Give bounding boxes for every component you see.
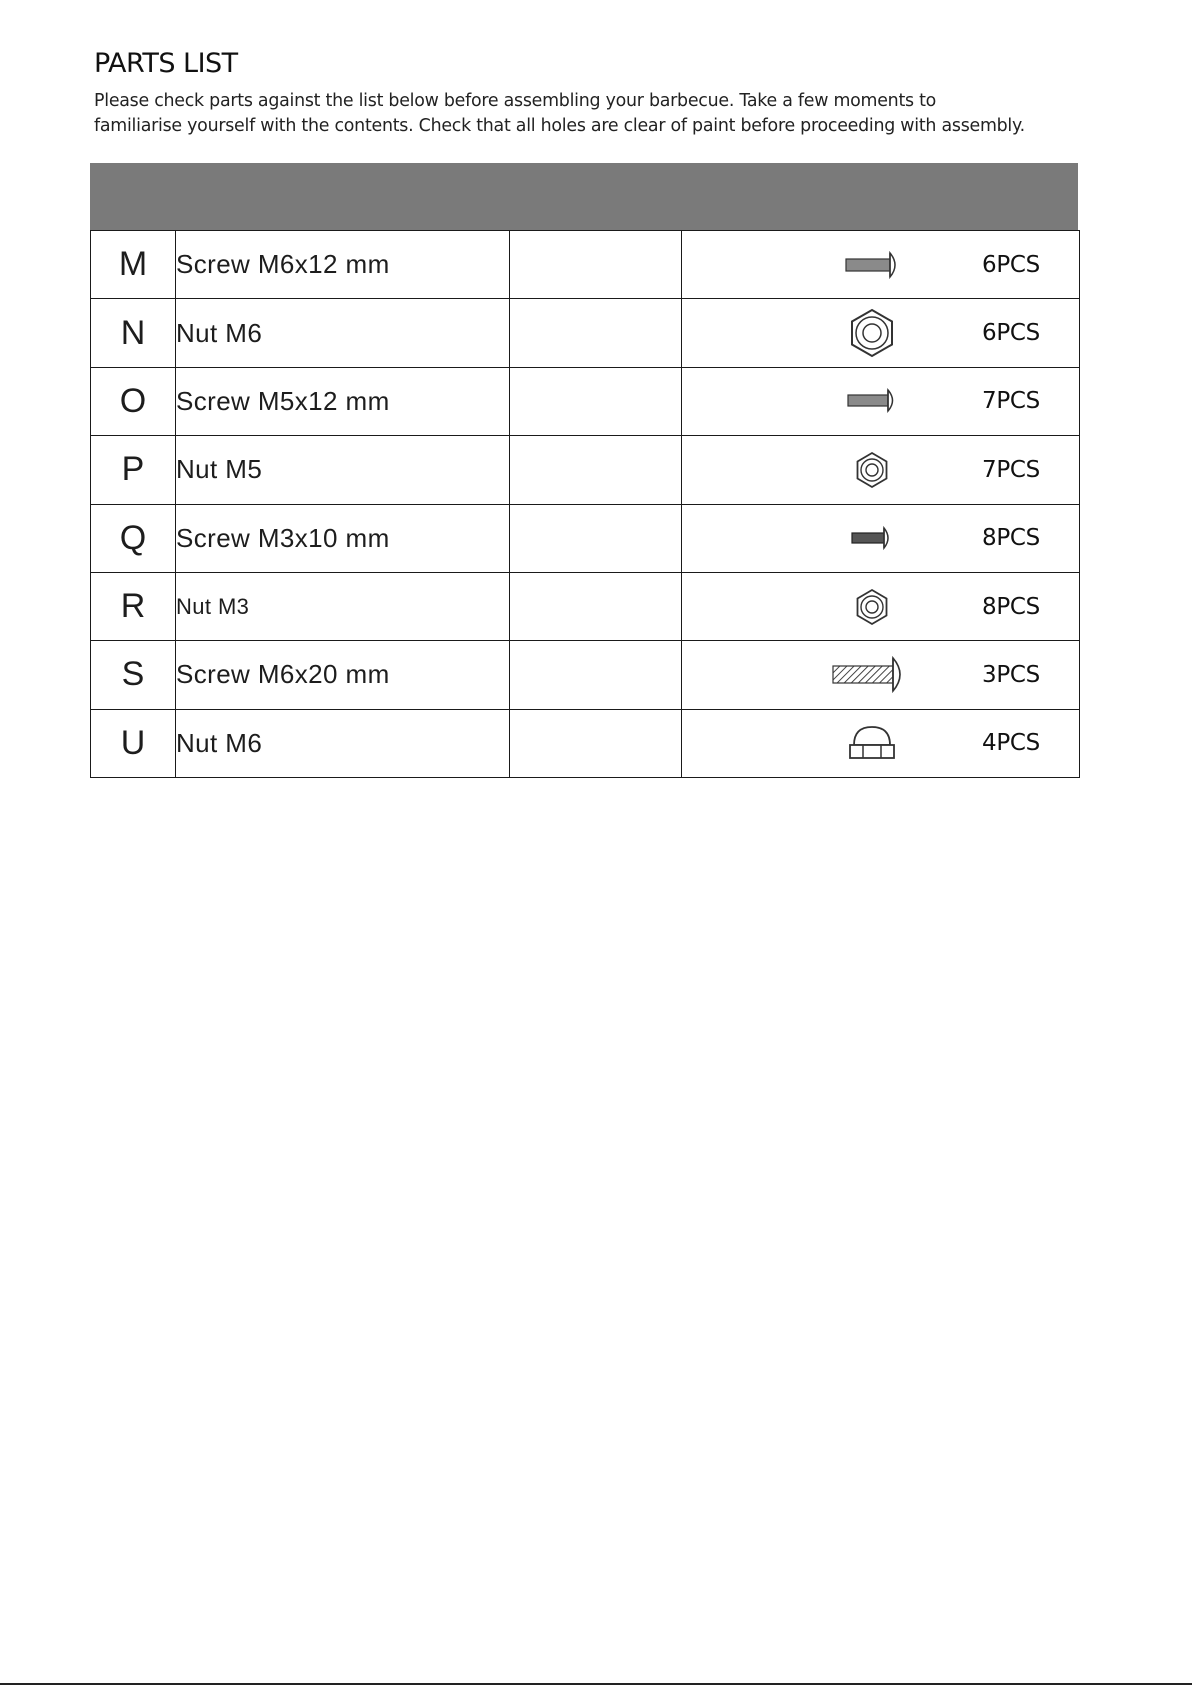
table-row: [91, 709, 1080, 777]
table-row: [91, 436, 1080, 504]
cap-nut-icon: [822, 717, 922, 769]
part-image-cell: [682, 504, 1080, 572]
empty-cell: [510, 709, 682, 777]
table-row: [91, 231, 1080, 299]
part-image-cell: [682, 231, 1080, 299]
empty-cell: [510, 299, 682, 367]
part-image-cell: [682, 436, 1080, 504]
parts-table: [90, 230, 1080, 778]
table-row: [91, 367, 1080, 435]
part-name: Nut M6: [176, 709, 510, 777]
part-letter: R: [91, 572, 176, 640]
part-quantity: 7PCS: [982, 388, 1040, 415]
part-letter: N: [91, 299, 176, 367]
intro-line-2: familiarise yourself with the contents. Check that all holes are clear of paint before proceeding with assembly.: [94, 116, 1025, 136]
table-header-band: [90, 163, 1078, 231]
part-name: Screw M6x12 mm: [176, 231, 510, 299]
empty-cell: [510, 231, 682, 299]
hex-nut-icon: [822, 581, 922, 633]
part-image-cell: [682, 709, 1080, 777]
table-row: [91, 572, 1080, 640]
part-quantity: 8PCS: [982, 593, 1040, 620]
empty-cell: [510, 504, 682, 572]
part-image-cell: [682, 641, 1080, 709]
part-letter: M: [91, 231, 176, 299]
part-image-cell: [682, 299, 1080, 367]
screw-icon: [822, 649, 922, 701]
intro-line-1: Please check parts against the list below before assembling your barbecue. Take a few moments to: [94, 91, 937, 111]
part-letter: P: [91, 436, 176, 504]
empty-cell: [510, 572, 682, 640]
screw-icon: [822, 375, 922, 427]
part-quantity: 3PCS: [982, 661, 1040, 688]
part-image-cell: [682, 367, 1080, 435]
part-quantity: 6PCS: [982, 320, 1040, 347]
screw-icon: [822, 239, 922, 291]
empty-cell: [510, 367, 682, 435]
part-name: Screw M6x20 mm: [176, 641, 510, 709]
empty-cell: [510, 436, 682, 504]
part-quantity: 4PCS: [982, 730, 1040, 757]
intro-text: [94, 89, 1114, 139]
hex-nut-icon: [822, 307, 922, 359]
part-name: Screw M5x12 mm: [176, 367, 510, 435]
part-letter: Q: [91, 504, 176, 572]
part-letter: U: [91, 709, 176, 777]
screw-icon: [822, 512, 922, 564]
part-quantity: 6PCS: [982, 251, 1040, 278]
part-quantity: 7PCS: [982, 456, 1040, 483]
part-name: Nut M3: [176, 572, 510, 640]
empty-cell: [510, 641, 682, 709]
part-letter: O: [91, 367, 176, 435]
table-row: [91, 504, 1080, 572]
part-name: Nut M6: [176, 299, 510, 367]
table-row: [91, 299, 1080, 367]
part-name: Nut M5: [176, 436, 510, 504]
part-quantity: 8PCS: [982, 525, 1040, 552]
part-image-cell: [682, 572, 1080, 640]
part-letter: S: [91, 641, 176, 709]
table-row: [91, 641, 1080, 709]
page-title: PARTS LIST: [94, 48, 238, 79]
part-name: Screw M3x10 mm: [176, 504, 510, 572]
hex-nut-icon: [822, 444, 922, 496]
